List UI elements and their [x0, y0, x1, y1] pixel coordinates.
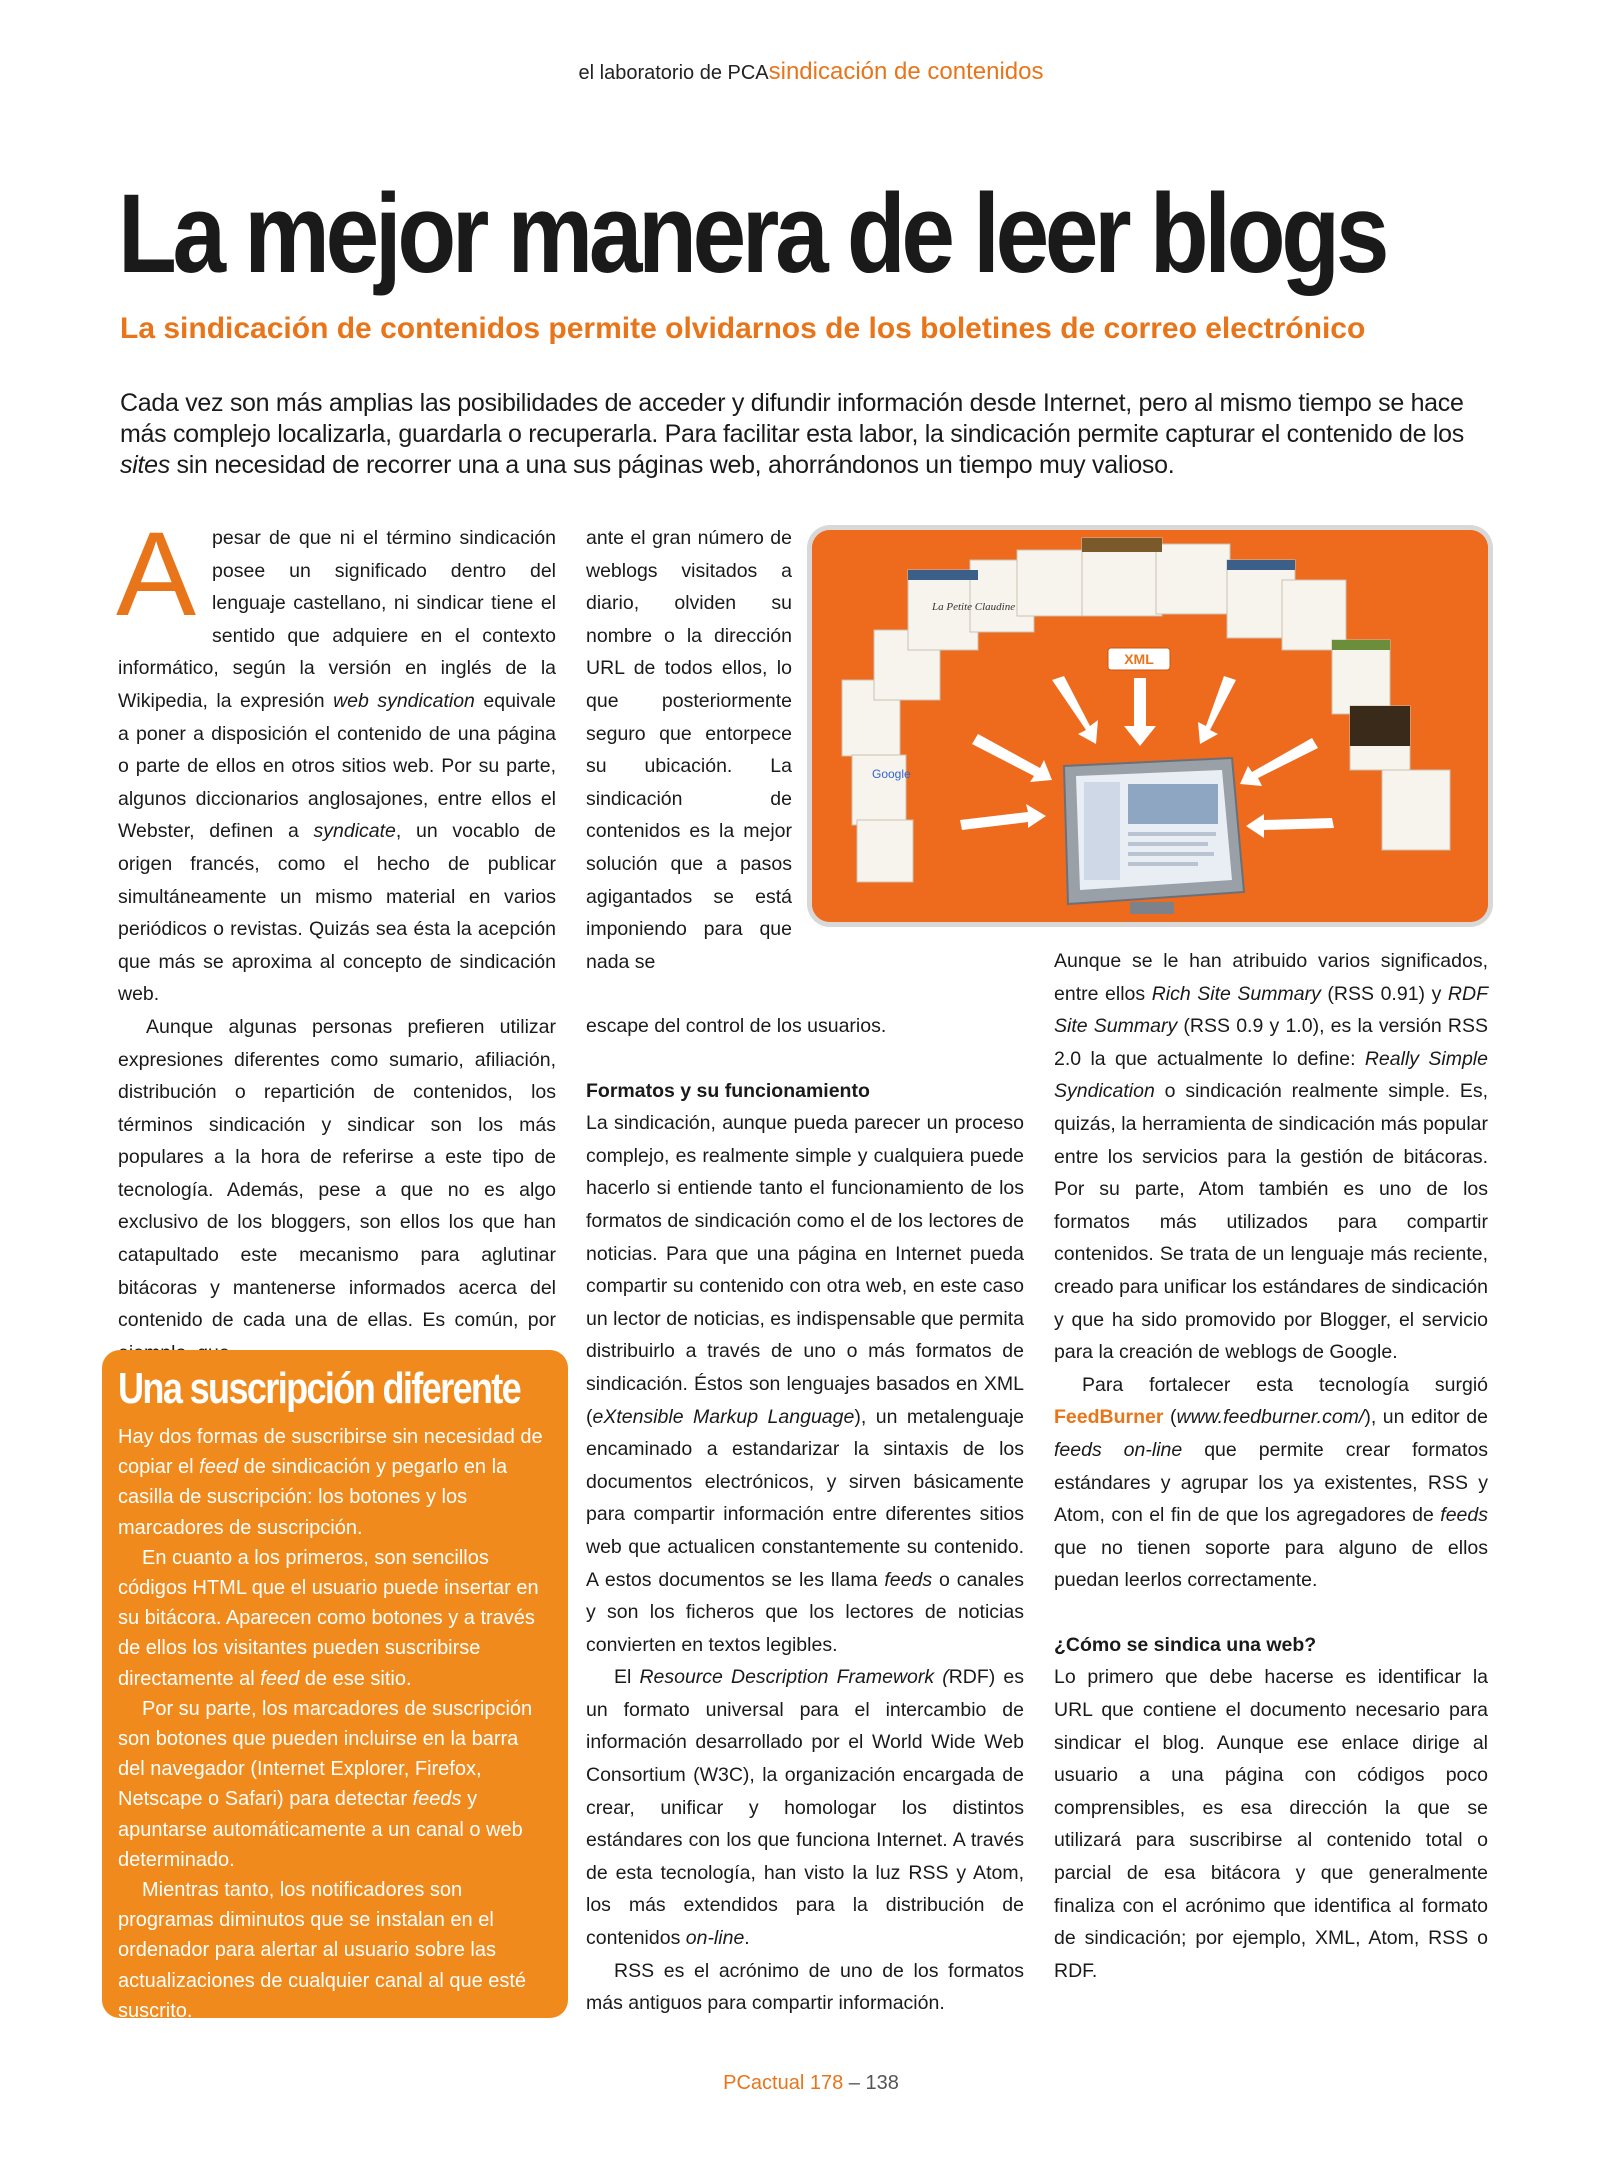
thumb-7 [1017, 550, 1089, 616]
col2-p1-text-c: o canales y son los ficheros que los lectores de noticias convierten en textos legibles. [586, 1568, 1024, 1656]
col1-paragraph-1 [116, 507, 557, 1011]
sidebar-box [102, 1350, 568, 2022]
col1-paragraph-2: Aunque algunas personas prefieren utilizar expresiones diferentes como sumario, afiliación, distribución o repartición de contenidos, los términos sindicación y sindicar son los más populares a la hora de referirse a este tipo de tecnología. Además, pese a que no es algo exclusivo de los bloggers, son ellos los que han catapultado este mecanismo para aglutinar bitácoras y mantenerse informados acerca del contenido de cada una de ellas. Es común, por [118, 1015, 556, 1332]
sidebar-paragraph-2 [118, 1543, 550, 1694]
col3-spacer [1054, 1597, 1488, 1629]
lead-text-2: sin necesidad de recorrer una a una sus páginas web, ahorrándonos un tiempo muy valioso. [169, 451, 1175, 479]
col2-heading: Formatos y su funcionamiento [586, 1079, 870, 1102]
col2-p2-em-1: Resource Description Framework ( [639, 1666, 949, 1689]
col1-p1-em-1: web syndication [333, 689, 475, 712]
article-title: La mejor manera de leer blogs [118, 171, 1386, 296]
col3-p1-em-3: Really Simple Syndication [1054, 1047, 1488, 1103]
col3-paragraph-2 [1054, 1369, 1488, 1597]
col3-p2-em-2: feeds on-line [1054, 1438, 1183, 1461]
column-2 [586, 1010, 1024, 2020]
thumb-photo [1350, 706, 1410, 746]
footer-separator: – [843, 2072, 866, 2094]
thumb-header-4 [1332, 640, 1390, 650]
thumb-3 [857, 820, 913, 882]
footer-brand: PCactual 178 [723, 2072, 844, 2094]
col3-p1-text-a: Aunque se le han atribuido varios significados, entre ellos [1054, 950, 1488, 1005]
col3-p2-text-e: que no tienen soporte para alguno de ellos puedan leerlos correctamente. [1054, 1536, 1488, 1592]
col2-p2-text-c: . [744, 1927, 750, 1950]
thumb-header-1 [908, 570, 978, 580]
col3-paragraph-3: Lo primero que debe hacerse es identificar la URL que contiene el documento necesario para sindicar el blog. Aunque ese enlace dirige al usuario a una página con códigos poco comprensibles, es esa dirección la que se utilizará para suscribirse al contenido total o parcial de esa bitácora y que generalmente finaliza con el acrónimo que identifica al formato de sindicación; por ejemplo, XML, Atom, RSS o RDF. [1054, 1666, 1488, 1982]
col3-p2-text-b: ( [1163, 1406, 1177, 1429]
xml-badge [1108, 648, 1170, 670]
monitor-stand [1130, 902, 1174, 914]
screen-line-2 [1128, 842, 1208, 846]
sidebar-p3-em: feeds [412, 1788, 462, 1811]
col3-p1-text-c: (RSS 0.9 y 1.0), es la versión RSS 2.0 la que actualmente lo define: [1054, 1015, 1488, 1070]
col1-p1-em-2: syndicate [313, 820, 396, 843]
running-head-label: el laboratorio de PCA [578, 62, 769, 84]
page-footer [0, 2072, 1622, 2095]
feedburner-url: www.feedburner.com/ [1176, 1406, 1365, 1429]
sidebar-p3-text-b: y apuntarse automáticamente a un canal o web determinado. [118, 1788, 523, 1871]
column-1 [116, 507, 557, 1369]
thumb-14 [1382, 770, 1450, 850]
column-2-intro [586, 522, 792, 978]
sidebar-paragraph-1 [118, 1422, 550, 1543]
sidebar-paragraph-4: Mientras tanto, los notificadores son programas diminutos que se instalan en el ordenador para alertar al usuario sobre las actualizaciones de cualquier canal al que esté suscrito. [118, 1879, 527, 2022]
article-lead [120, 388, 1480, 481]
sidebar-p1-em: feed [199, 1456, 239, 1479]
sidebar-paragraph-3 [118, 1694, 550, 1875]
col2-paragraph-3: RSS es el acrónimo de uno de los formatos más antiguos para compartir información. [586, 1959, 1024, 2015]
article-subtitle: La sindicación de contenidos permite olvidarnos de los boletines de correo electrónico [120, 312, 1366, 345]
col3-p2-text-c: ), un editor de [1364, 1406, 1488, 1429]
feedburner-name: FeedBurner [1054, 1406, 1164, 1429]
col3-p1-em-1: Rich Site Summary [1151, 982, 1321, 1005]
sidebar-p2-text-a: En cuanto a los primeros, son sencillos códigos HTML que el usuario puede insertar en su bitácora. Aparecen como botones y a través de ellos los visitantes pueden suscribirse directamente al [118, 1546, 539, 1690]
col3-paragraph-1 [1054, 945, 1488, 1369]
column-3 [1054, 945, 1488, 1987]
col3-p2-text-a: Para fortalecer esta tecnología surgió [1082, 1373, 1488, 1396]
running-head [0, 58, 1622, 86]
col3-p2-em-3: feeds [1440, 1504, 1488, 1527]
thumb-google-label: Google [872, 767, 911, 781]
col2-intro: ante el gran número de weblogs visitados a diario, olviden su nombre o la dirección URL de todos ellos, lo que posteriormente seguro que entorpece su ubicación. La sindicación de contenidos es la mejor solución que a pasos agigantados se está imponiendo para que nada se [586, 527, 792, 973]
col2-p1-text-b: ), un metalenguaje encaminado a estandarizar la sintaxis de los documentos electrónicos, y sirven básicamente para compartir información entre diferentes sitios web que actualicen constantemente su contenido. A estos documentos se les llama [586, 1405, 1024, 1591]
xml-badge-label: XML [1124, 651, 1154, 667]
col2-p2-em-2: on-line [685, 1927, 745, 1950]
col3-p1-em-2: RDF Site Summary [1054, 982, 1488, 1038]
sidebar-title: Una suscripción diferente [118, 1364, 521, 1413]
drop-cap: A [116, 507, 197, 641]
col2-p1-em-1: eXtensible Markup Language [592, 1405, 855, 1428]
col2-paragraph-2 [586, 1661, 1024, 1954]
sidebar-p3-text-a: Por su parte, los marcadores de suscripción son botones que pueden incluirse en la barra del navegador (Internet Explorer, Firefox, Netscape o Safari) para detectar [118, 1697, 533, 1811]
col2-p1-text-a: La sindicación, aunque pueda parecer un proceso complejo, es realmente simple y cualquiera puede hacerlo si entiende tanto el funcionamiento de los formatos de sindicación como el de los lectores de noticias. Para que una página en Internet pueda compartir su contenido con otra web, en este caso un lector de noticias, es indispensable que permita distribuirlo a través de uno o más formatos de sindicación. Éstos son lenguajes basados en XML ( [586, 1112, 1024, 1428]
col1-p1-text-c: , un vocablo de origen francés, como el hecho de publicar simultáneamente un mismo material en varios periódicos o revistas. Quizás sea ésta la acepción que más se aproxima al concepto de sindicación web. [118, 820, 556, 1006]
col3-p1-text-d: o sindicación realmente simple. Es, quizás, la herramienta de sindicación más popular entre los servicios para la gestión de bitácoras. Por su parte, Atom también es uno de los formatos más utilizados para compartir contenidos. Se trata de un lenguaje más reciente, creado para unificar los estándares de sindicación y que ha sido promovido por Blogger, el servicio para la creación de weblogs de Google. [1054, 1080, 1488, 1364]
page-number: 138 [865, 2072, 899, 2094]
sidebar-body [118, 1422, 550, 2026]
col2-p2-text-b: RDF) es un formato universal para el intercambio de información desarrollado por el World Wide Web Consortium (W3C), la organización encargada de crear, unificar y homologar los distintos estándares con los que funciona Internet. A través de esta tecnología, han visto la luz RSS y Atom, los más extendidos para la distribución de contenidos [586, 1666, 1024, 1950]
col3-p2-text-d: que permite crear formatos estándares y agrupar los ya existentes, RSS y Atom, con el fin de que los agregadores de [1054, 1438, 1488, 1527]
sidebar-p1-text-b: de sindicación y pegarlo en la casilla de suscripción: los botones y los marcadores de suscripción. [118, 1456, 508, 1539]
screen-sidebar [1084, 782, 1120, 880]
running-head-section: sindicación de contenidos [768, 58, 1044, 85]
monitor-icon [1064, 758, 1244, 914]
lead-text-1: Cada vez son más amplias las posibilidades de acceder y difundir información desde Internet, pero al mismo tiempo se hace más complejo localizarla, guardarla o recuperarla. Para facilitar esta labor, la sindicación permite capturar el contenido de los [120, 389, 1464, 448]
thumb-blog-label: La Petite Claudine [932, 601, 1016, 613]
thumb-9 [1156, 544, 1230, 614]
sidebar-p2-text-b: de ese sitio. [299, 1667, 412, 1690]
screen-line-4 [1128, 862, 1198, 866]
col2-intro-end: escape del control de los usuarios. [586, 1015, 887, 1037]
thumb-header-2 [1082, 538, 1162, 552]
illustration-svg [812, 530, 1488, 922]
syndication-illustration [812, 530, 1488, 922]
col2-paragraph-1 [586, 1107, 1024, 1661]
thumb-2 [852, 755, 906, 825]
screen-image [1128, 784, 1218, 824]
col2-p2-text-a: El [614, 1666, 640, 1689]
col3-heading: ¿Cómo se sindica una web? [1054, 1633, 1317, 1656]
sidebar-p1-text-a: Hay dos formas de suscribirse sin necesidad de copiar el [118, 1426, 543, 1479]
col1-p1-text-b: equivale a poner a disposición el contenido de una página o parte de ellos en otros sitios web. Por su parte, algunos diccionarios anglosajones, entre ellos el Webster, definen a [118, 689, 557, 843]
col2-spacer [586, 1043, 1024, 1075]
col3-p1-text-b: (RSS 0.91) y [1320, 982, 1448, 1005]
col2-p1-em-2: feeds [884, 1568, 933, 1591]
sidebar-p2-em: feed [260, 1667, 300, 1690]
screen-line-3 [1128, 852, 1214, 856]
thumb-header-3 [1227, 560, 1295, 570]
lead-em: sites [120, 451, 170, 479]
screen-line-1 [1128, 832, 1216, 836]
thumb-12 [1332, 640, 1390, 714]
col1-p1-text-a: pesar de que ni el término sindicación posee un significado dentro del lenguaje castellano, ni sindicar tiene el sentido que adquiere en el contexto informático, según la versión en inglés de la Wikipedia, la expresión [118, 527, 556, 712]
